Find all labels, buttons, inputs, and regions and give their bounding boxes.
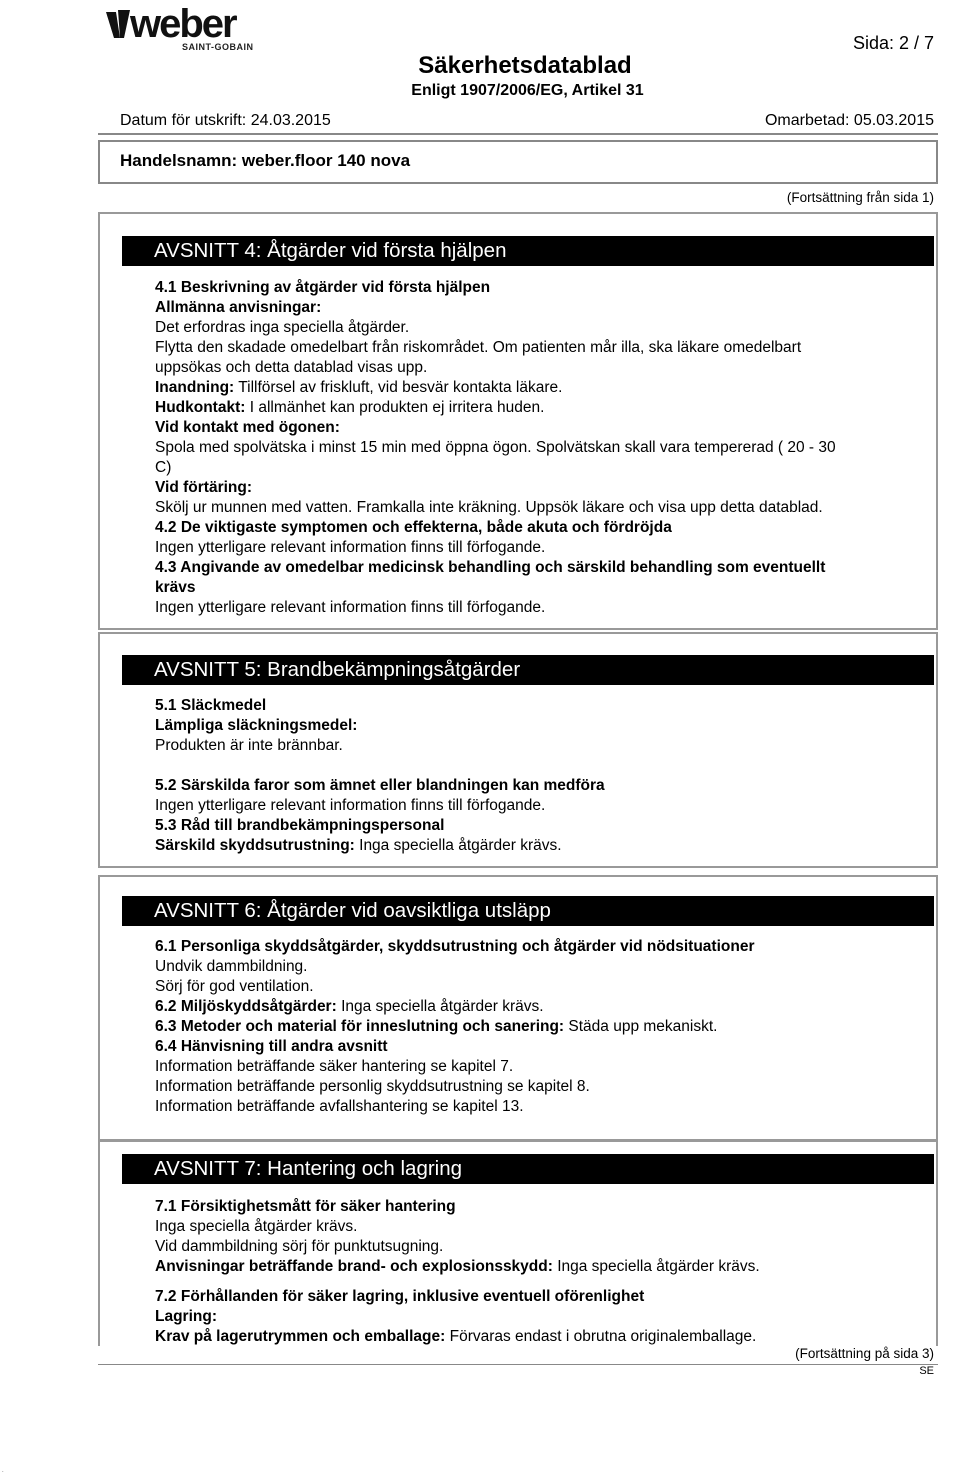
s6-text: Information beträffande personlig skyddsutrustning se kapitel 8. bbox=[155, 1078, 590, 1095]
s5-protective-text: Inga speciella åtgärder krävs. bbox=[354, 837, 562, 854]
s4-text: Flytta den skadade omedelbart från riskområdet. Om patienten mår illa, ska läkare omedelbart bbox=[155, 339, 802, 356]
s6-text: Undvik dammbildning. bbox=[155, 958, 308, 975]
section-7 bbox=[98, 1140, 938, 1346]
footer-divider bbox=[98, 1364, 938, 1365]
s5-heading-5-1: 5.1 Släckmedel bbox=[155, 697, 267, 714]
s5-text: Produkten är inte brännbar. bbox=[155, 737, 343, 754]
s7-storage-req-label: Krav på lagerutrymmen och emballage: bbox=[155, 1328, 446, 1345]
revised-date: Omarbetad: 05.03.2015 bbox=[764, 112, 934, 129]
s4-text: Ingen ytterligare relevant information finns till förfogande. bbox=[155, 539, 546, 556]
s4-text: uppsökas och detta datablad visas upp. bbox=[155, 359, 428, 376]
document-subtitle: Enligt 1907/2006/EG, Artikel 31 bbox=[411, 82, 644, 99]
s4-text: C) bbox=[155, 459, 172, 476]
weber-logo bbox=[104, 2, 254, 56]
page-number: Sida: 2 / 7 bbox=[852, 33, 934, 53]
s5-heading-5-2: 5.2 Särskilda faror som ämnet eller blandningen kan medföra bbox=[155, 777, 605, 794]
s4-inhalation-text: Tillförsel av friskluft, vid besvär kontakta läkare. bbox=[234, 379, 563, 396]
s4-heading-4-1: 4.1 Beskrivning av åtgärder vid första hjälpen bbox=[155, 279, 491, 296]
s5-media-label: Lämpliga släckningsmedel: bbox=[155, 717, 358, 734]
s6-containment-text: Städa upp mekaniskt. bbox=[564, 1018, 718, 1035]
s7-storage-req bbox=[155, 1327, 756, 1347]
s7-text: Inga speciella åtgärder krävs. bbox=[155, 1218, 358, 1235]
s5-text: Ingen ytterligare relevant information finns till förfogande. bbox=[155, 797, 546, 814]
s4-skin-label: Hudkontakt: bbox=[155, 399, 246, 416]
s4-ingestion-label: Vid förtäring: bbox=[155, 479, 253, 496]
s6-heading-6-3: 6.3 Metoder och material för inneslutning och sanering: bbox=[155, 1018, 565, 1035]
s7-heading-7-2: 7.2 Förhållanden för säker lagring, inklusive eventuell oförenlighet bbox=[155, 1288, 645, 1305]
s5-heading-5-3: 5.3 Råd till brandbekämpningspersonal bbox=[155, 817, 445, 834]
s7-fire-protection bbox=[155, 1257, 760, 1277]
s4-heading-4-3: 4.3 Angivande av omedelbar medicinsk behandling och särskild behandling som eventuellt bbox=[155, 559, 826, 576]
s4-text: Ingen ytterligare relevant information finns till förfogande. bbox=[155, 599, 546, 616]
print-date: Datum för utskrift: 24.03.2015 bbox=[120, 112, 331, 129]
s6-heading-6-4: 6.4 Hänvisning till andra avsnitt bbox=[155, 1038, 388, 1055]
s4-skin-text: I allmänhet kan produkten ej irritera huden. bbox=[245, 399, 545, 416]
section-5-title: AVSNITT 5: Brandbekämpningsåtgärder bbox=[122, 655, 934, 685]
logo-subtext: SAINT-GOBAIN bbox=[182, 42, 254, 52]
logo-wordmark: weber bbox=[130, 2, 236, 46]
s7-fire-label: Anvisningar beträffande brand- och explosionsskydd: bbox=[155, 1258, 553, 1275]
s4-text: Det erfordras inga speciella åtgärder. bbox=[155, 319, 410, 336]
s6-text: Information beträffande avfallshantering se kapitel 13. bbox=[155, 1098, 524, 1115]
s4-eye-label: Vid kontakt med ögonen: bbox=[155, 419, 340, 436]
trade-name: Handelsnamn: weber.floor 140 nova bbox=[120, 151, 411, 170]
s6-heading-6-2: 6.2 Miljöskyddsåtgärder: bbox=[155, 998, 337, 1015]
section-4 bbox=[98, 212, 938, 630]
language-code: SE bbox=[919, 1365, 934, 1377]
s6-text: Sörj för god ventilation. bbox=[155, 978, 314, 995]
header-divider bbox=[98, 133, 938, 135]
section-7-title: AVSNITT 7: Hantering och lagring bbox=[122, 1154, 934, 1184]
continued-to: (Fortsättning på sida 3) bbox=[795, 1346, 934, 1361]
s6-text: Information beträffande säker hantering se kapitel 7. bbox=[155, 1058, 514, 1075]
section-6-title: AVSNITT 6: Åtgärder vid oavsiktliga utsläpp bbox=[122, 896, 934, 926]
s6-environmental-text: Inga speciella åtgärder krävs. bbox=[336, 998, 544, 1015]
section-6 bbox=[98, 875, 938, 1141]
s5-protective bbox=[155, 836, 562, 856]
s4-heading-4-2: 4.2 De viktigaste symptomen och effekterna, både akuta och fördröjda bbox=[155, 519, 672, 536]
section-4-title: AVSNITT 4: Åtgärder vid första hjälpen bbox=[122, 236, 934, 266]
s7-heading-7-1: 7.1 Försiktighetsmått för säker hantering bbox=[155, 1198, 456, 1215]
s6-environmental bbox=[155, 997, 544, 1017]
document-title: Säkerhetsdatablad bbox=[418, 52, 632, 79]
s4-general-label: Allmänna anvisningar: bbox=[155, 299, 322, 316]
s6-heading-6-1: 6.1 Personliga skyddsåtgärder, skyddsutrustning och åtgärder vid nödsituationer bbox=[155, 938, 755, 955]
continued-from: (Fortsättning från sida 1) bbox=[786, 190, 934, 205]
s4-text: Spola med spolvätska i minst 15 min med öppna ögon. Spolvätskan skall vara tempererad ( 20 - 30 bbox=[155, 439, 836, 456]
section-5 bbox=[98, 632, 938, 868]
s6-containment bbox=[155, 1017, 717, 1037]
s4-heading-4-3-cont: krävs bbox=[155, 579, 196, 596]
corner-mark: . bbox=[2, 1468, 4, 1474]
s4-inhalation bbox=[155, 378, 562, 398]
s7-storage-label: Lagring: bbox=[155, 1308, 217, 1325]
s4-text: Skölj ur munnen med vatten. Framkalla inte kräkning. Uppsök läkare och visa upp detta datablad. bbox=[155, 499, 823, 516]
s7-fire-text: Inga speciella åtgärder krävs. bbox=[552, 1258, 760, 1275]
s4-inhalation-label: Inandning: bbox=[155, 379, 235, 396]
s7-storage-req-text: Förvaras endast i obrutna originalemballage. bbox=[445, 1328, 757, 1345]
s7-text: Vid dammbildning sörj för punktutsugning. bbox=[155, 1238, 444, 1255]
s4-skin-contact bbox=[155, 398, 544, 418]
s5-protective-label: Särskild skyddsutrustning: bbox=[155, 837, 355, 854]
